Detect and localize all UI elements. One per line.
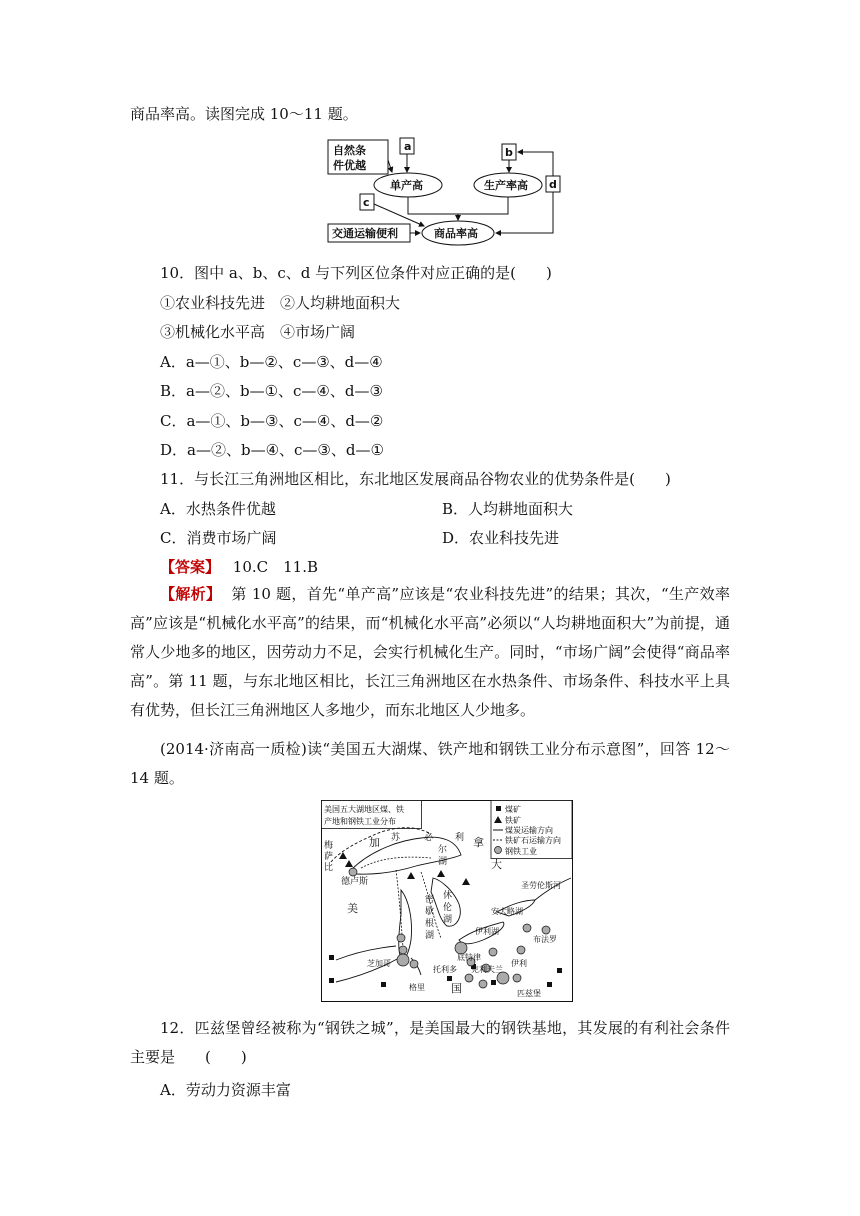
q10-option-b: B．a—②、b—①、c—④、d—③ bbox=[160, 382, 383, 400]
q11-option-d: D．农业科技先进 bbox=[442, 529, 560, 547]
label-c: c bbox=[363, 196, 370, 209]
legend-steel: 钢铁工业 bbox=[505, 847, 537, 856]
map-label-na: 拿 bbox=[473, 836, 484, 849]
map-label-su: 苏 bbox=[391, 833, 401, 843]
map-label-duluth: 德卢斯 bbox=[341, 877, 369, 887]
map-label-guo: 国 bbox=[451, 982, 462, 995]
map-label-li: 利 bbox=[455, 833, 465, 843]
map-label-jia: 加 bbox=[369, 836, 380, 849]
legend-steel-symbol bbox=[495, 847, 502, 854]
natural-line1: 自然条 bbox=[333, 144, 366, 157]
q11-stem: 11．与长江三角洲地区相比，东北地区发展商品谷物农业的优势条件是( ) bbox=[160, 470, 671, 488]
legend-coal-route: 煤炭运输方向 bbox=[505, 826, 553, 835]
map-label-bi: 必 bbox=[424, 833, 434, 843]
map-label-michigan-1: 密 bbox=[425, 895, 435, 905]
q10-stem: 10．图中 a、b、c、d 与下列区位条件对应正确的是( ) bbox=[160, 264, 552, 282]
label-d: d bbox=[549, 178, 557, 191]
map-label-gary: 格里 bbox=[409, 983, 425, 992]
flow-diagram bbox=[320, 132, 580, 248]
q10-option-c: C．a—①、b—③、c—④、d—② bbox=[160, 412, 384, 430]
legend-coal: 煤矿 bbox=[505, 805, 521, 814]
map-label-pittsburgh: 匹兹堡 bbox=[517, 989, 541, 998]
productivity-label: 生产率高 bbox=[484, 179, 528, 192]
map-label-michigan-3: 根 bbox=[425, 919, 435, 929]
label-b: b bbox=[505, 146, 513, 159]
commodity-label: 商品率高 bbox=[434, 227, 478, 240]
great-lakes-map bbox=[321, 800, 573, 1002]
q12-stem: 12．匹兹堡曾经被称为“钢铁之城”，是美国最大的钢铁基地，其发展的有利社会条件主要是 ( ) bbox=[130, 1019, 730, 1066]
map-label-hu: 湖 bbox=[438, 857, 448, 867]
map-label-detroit: 底特律 bbox=[457, 953, 481, 962]
natural-line2: 件优越 bbox=[333, 159, 366, 172]
legend-iron-route: 铁矿石运输方向 bbox=[505, 836, 561, 845]
map-label-mei-sa-bi-3: 比 bbox=[324, 863, 334, 873]
intro2-paragraph: (2014·济南高一质检)读“美国五大湖煤、铁产地和钢铁工业分布示意图”，回答 12～14 题。 bbox=[130, 740, 730, 787]
map-label-michigan-4: 湖 bbox=[425, 931, 435, 941]
q11-option-b: B．人均耕地面积大 bbox=[442, 500, 574, 518]
legend-coal-symbol bbox=[496, 806, 501, 811]
map-label-mei: 美 bbox=[347, 902, 358, 915]
q10-items1: ①农业科技先进 ②人均耕地面积大 bbox=[160, 294, 401, 312]
intro-tail: 商品率高。读图完成 10～11 题。 bbox=[130, 105, 358, 123]
q11-option-a: A．水热条件优越 bbox=[160, 500, 276, 518]
map-label-erie-city: 伊利 bbox=[511, 959, 527, 968]
label-a: a bbox=[404, 140, 412, 153]
q11-option-c: C．消费市场广阔 bbox=[160, 529, 277, 547]
map-title-1: 美国五大湖地区煤、铁 bbox=[324, 805, 404, 814]
answer-tag: 【答案】 bbox=[160, 558, 221, 576]
analysis-tag: 【解析】 bbox=[160, 585, 222, 603]
map-label-st-lawrence: 圣劳伦斯河 bbox=[521, 881, 561, 890]
analysis-paragraph bbox=[130, 580, 730, 725]
map-label-erie-lake: 伊利湖 bbox=[475, 927, 499, 936]
yield-label: 单产高 bbox=[390, 179, 423, 192]
map-label-chicago: 芝加哥 bbox=[367, 959, 391, 968]
q10-option-a: A．a—①、b—②、c—③、d—④ bbox=[160, 353, 383, 371]
map-label-da: 大 bbox=[491, 858, 502, 871]
map-title-2: 产地和钢铁工业分布 bbox=[324, 817, 396, 826]
q10-items2: ③机械化水平高 ④市场广阔 bbox=[160, 323, 356, 341]
q12-option-a: A．劳动力资源丰富 bbox=[160, 1081, 291, 1099]
map-label-buffalo: 布法罗 bbox=[533, 935, 557, 944]
map-label-huron-2: 伦 bbox=[443, 903, 453, 913]
analysis-text: 第 10 题，首先“单产高”应该是“农业科技先进”的结果；其次，“生产效率高”应该是“机械化水平高”的结果，而“机械化水平高”必须以“人均耕地面积大”为前提，通常人少地多的地区，因劳动力不足，会实行机械化生产。同时，“市场广阔”会使得“商品率高”。第 11 题，与东北地区相比，长江三角洲地区在水热条件、市场条件、科技水平上具有优势，但长江三角洲地区人多地少，而东北地区人少地多。 bbox=[130, 585, 730, 719]
map-label-cleveland: 克利夫兰 bbox=[471, 965, 503, 974]
map-label-ontario: 安大略湖 bbox=[491, 907, 523, 916]
transport-label: 交通运输便利 bbox=[332, 227, 398, 240]
answer-line bbox=[160, 557, 318, 577]
answer-text: 10.C 11.B bbox=[232, 558, 319, 576]
legend-iron: 铁矿 bbox=[505, 816, 521, 825]
map-label-huron-1: 休 bbox=[443, 891, 453, 901]
map-label-toledo: 托利多 bbox=[433, 965, 457, 974]
map-label-michigan-2: 歇 bbox=[425, 907, 435, 917]
map-label-er: 尔 bbox=[438, 845, 448, 855]
q10-option-d: D．a—②、b—④、c—③、d—① bbox=[160, 441, 384, 459]
map-label-huron-3: 湖 bbox=[443, 915, 453, 925]
map-label-mei-sa-bi-2: 萨 bbox=[324, 852, 334, 862]
map-label-mei-sa-bi-1: 梅 bbox=[324, 841, 334, 851]
